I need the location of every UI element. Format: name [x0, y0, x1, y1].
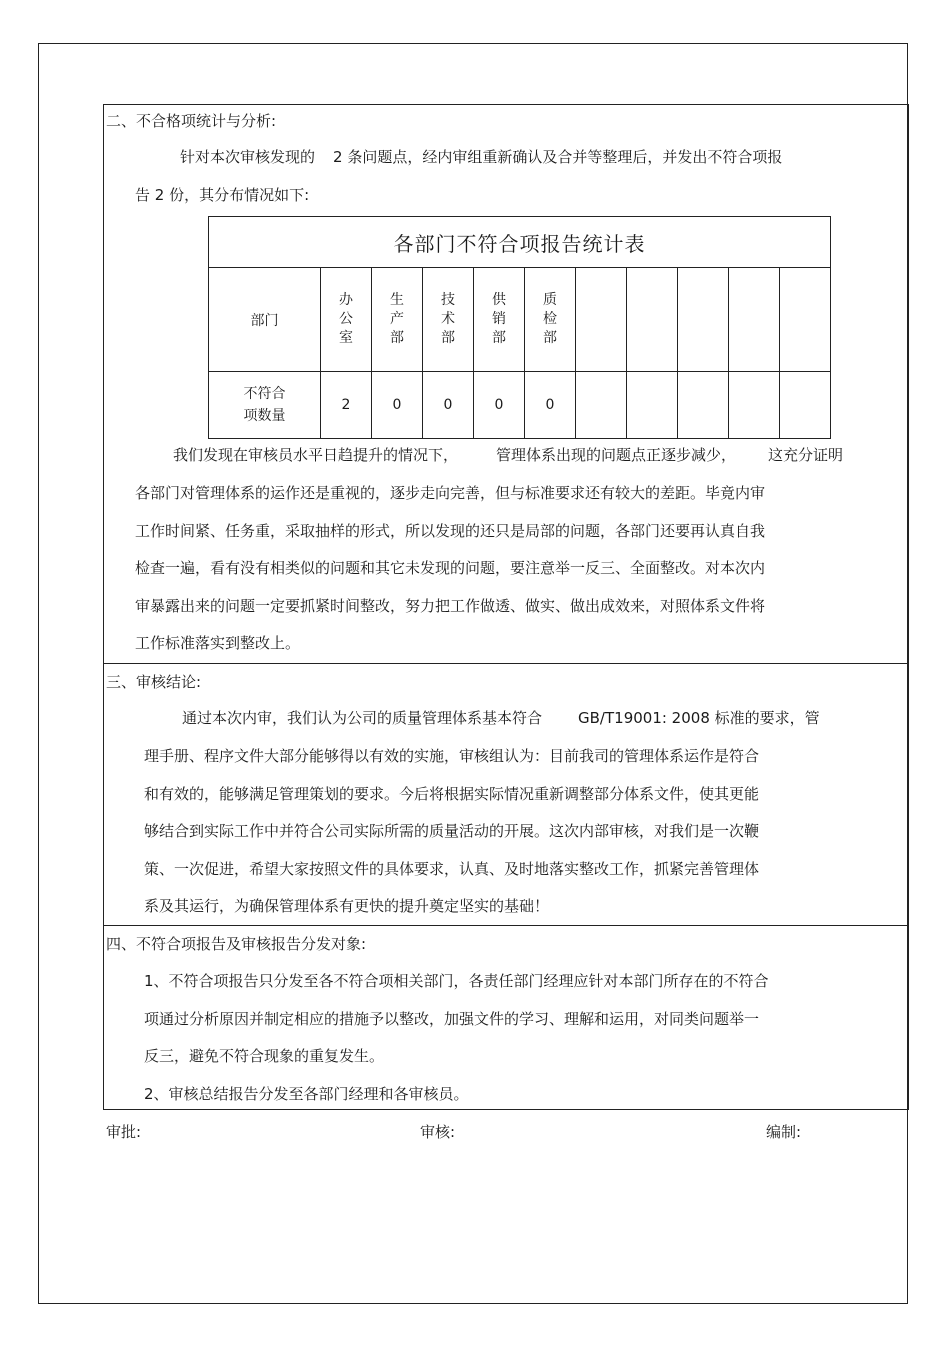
count-cell: 2	[321, 372, 372, 439]
dept-stats-table	[208, 216, 831, 439]
dept-cell	[780, 268, 831, 372]
section2-intro	[180, 139, 782, 177]
dept-cell	[729, 268, 780, 372]
approve-label: 审批:	[106, 1123, 142, 1141]
count-cell	[780, 372, 831, 439]
dept-header: 部门	[209, 268, 321, 372]
count-cell	[678, 372, 729, 439]
count-row	[209, 372, 831, 439]
dept-cell	[678, 268, 729, 372]
dept-cell	[627, 268, 678, 372]
section2-intro-cont	[135, 177, 309, 215]
dept-cell: 技术部	[423, 268, 474, 372]
dept-cell: 办公室	[321, 268, 372, 372]
conclusion-paragraph: 理手册、程序文件大部分能够得以有效的实施，审核组认为：目前我司的管理体系运作是符合 和有效的，能够满足管理策划的要求。今后将根据实际情况重新调整部分体系文件，使其更能 够结合到实际工作中并符合公司实际所需的质量活动的开展。这次内部审核，对我们是一次鞭 策、一次促进，希望大家按照文件的具体要求，认真、及时地落实整改工作，抓紧完善管理体 系及其运行，为确保管理体系有更快的提升奠定坚实的基础！	[144, 747, 760, 915]
conclusion-first-line: 通过本次内审，我们认为公司的质量管理体系基本符合 GB/T19001: 2008 标准的要求，管	[182, 709, 820, 727]
dept-cell: 供销部	[474, 268, 525, 372]
section-divider	[103, 663, 909, 664]
table-caption: 各部门不符合项报告统计表	[209, 217, 831, 268]
distribution-paragraph: 1、不符合项报告只分发至各不符合项相关部门，各责任部门经理应针对本部门所存在的不符合 项通过分析原因并制定相应的措施予以整改，加强文件的学习、理解和运用，对同类问题举一 反三，避免不符合现象的重复发生。 2、审核总结报告分发至各部门经理和各审核员。	[144, 972, 769, 1103]
count-cell	[576, 372, 627, 439]
section3-title: 三、审核结论:	[106, 673, 202, 691]
count-cell	[627, 372, 678, 439]
prepare-label: 编制:	[766, 1123, 802, 1141]
dept-cell: 质检部	[525, 268, 576, 372]
dept-cell: 生产部	[372, 268, 423, 372]
analysis-first-line: 我们发现在审核员水平日趋提升的情况下， 管理体系出现的问题点正逐步减少， 这充分证明	[173, 446, 844, 464]
count-cell: 0	[525, 372, 576, 439]
count-header: 不符合 项数量	[209, 372, 321, 439]
analysis-paragraph: 各部门对管理体系的运作还是重视的，逐步走向完善，但与标准要求还有较大的差距。毕竟内审 工作时间紧、任务重，采取抽样的形式，所以发现的还只是局部的问题，各部门还要再认真自我 检查一遍，看有没有相类似的问题和其它未发现的问题，要注意举一反三、全面整改。对本次内 审暴露出来的问题一定要抓紧时间整改，努力把工作做透、做实、做出成效来，对照体系文件将 工作标准落实到整改上。	[135, 484, 766, 652]
count-cell: 0	[474, 372, 525, 439]
count-cell: 0	[423, 372, 474, 439]
review-label: 审核:	[420, 1123, 456, 1141]
section2-title: 二、不合格项统计与分析:	[106, 112, 277, 130]
dept-cell	[576, 268, 627, 372]
count-cell	[729, 372, 780, 439]
count-cell: 0	[372, 372, 423, 439]
dept-row	[209, 268, 831, 372]
intro-line2: 告 2 份，其分布情况如下:	[135, 186, 310, 204]
intro-text-b: 2 条问题点，经内审组重新确认及合并等整理后，并发出不符合项报	[333, 148, 783, 166]
section-divider	[103, 925, 909, 926]
intro-text-a: 针对本次审核发现的	[180, 148, 316, 166]
section4-title: 四、不符合项报告及审核报告分发对象:	[106, 935, 367, 953]
